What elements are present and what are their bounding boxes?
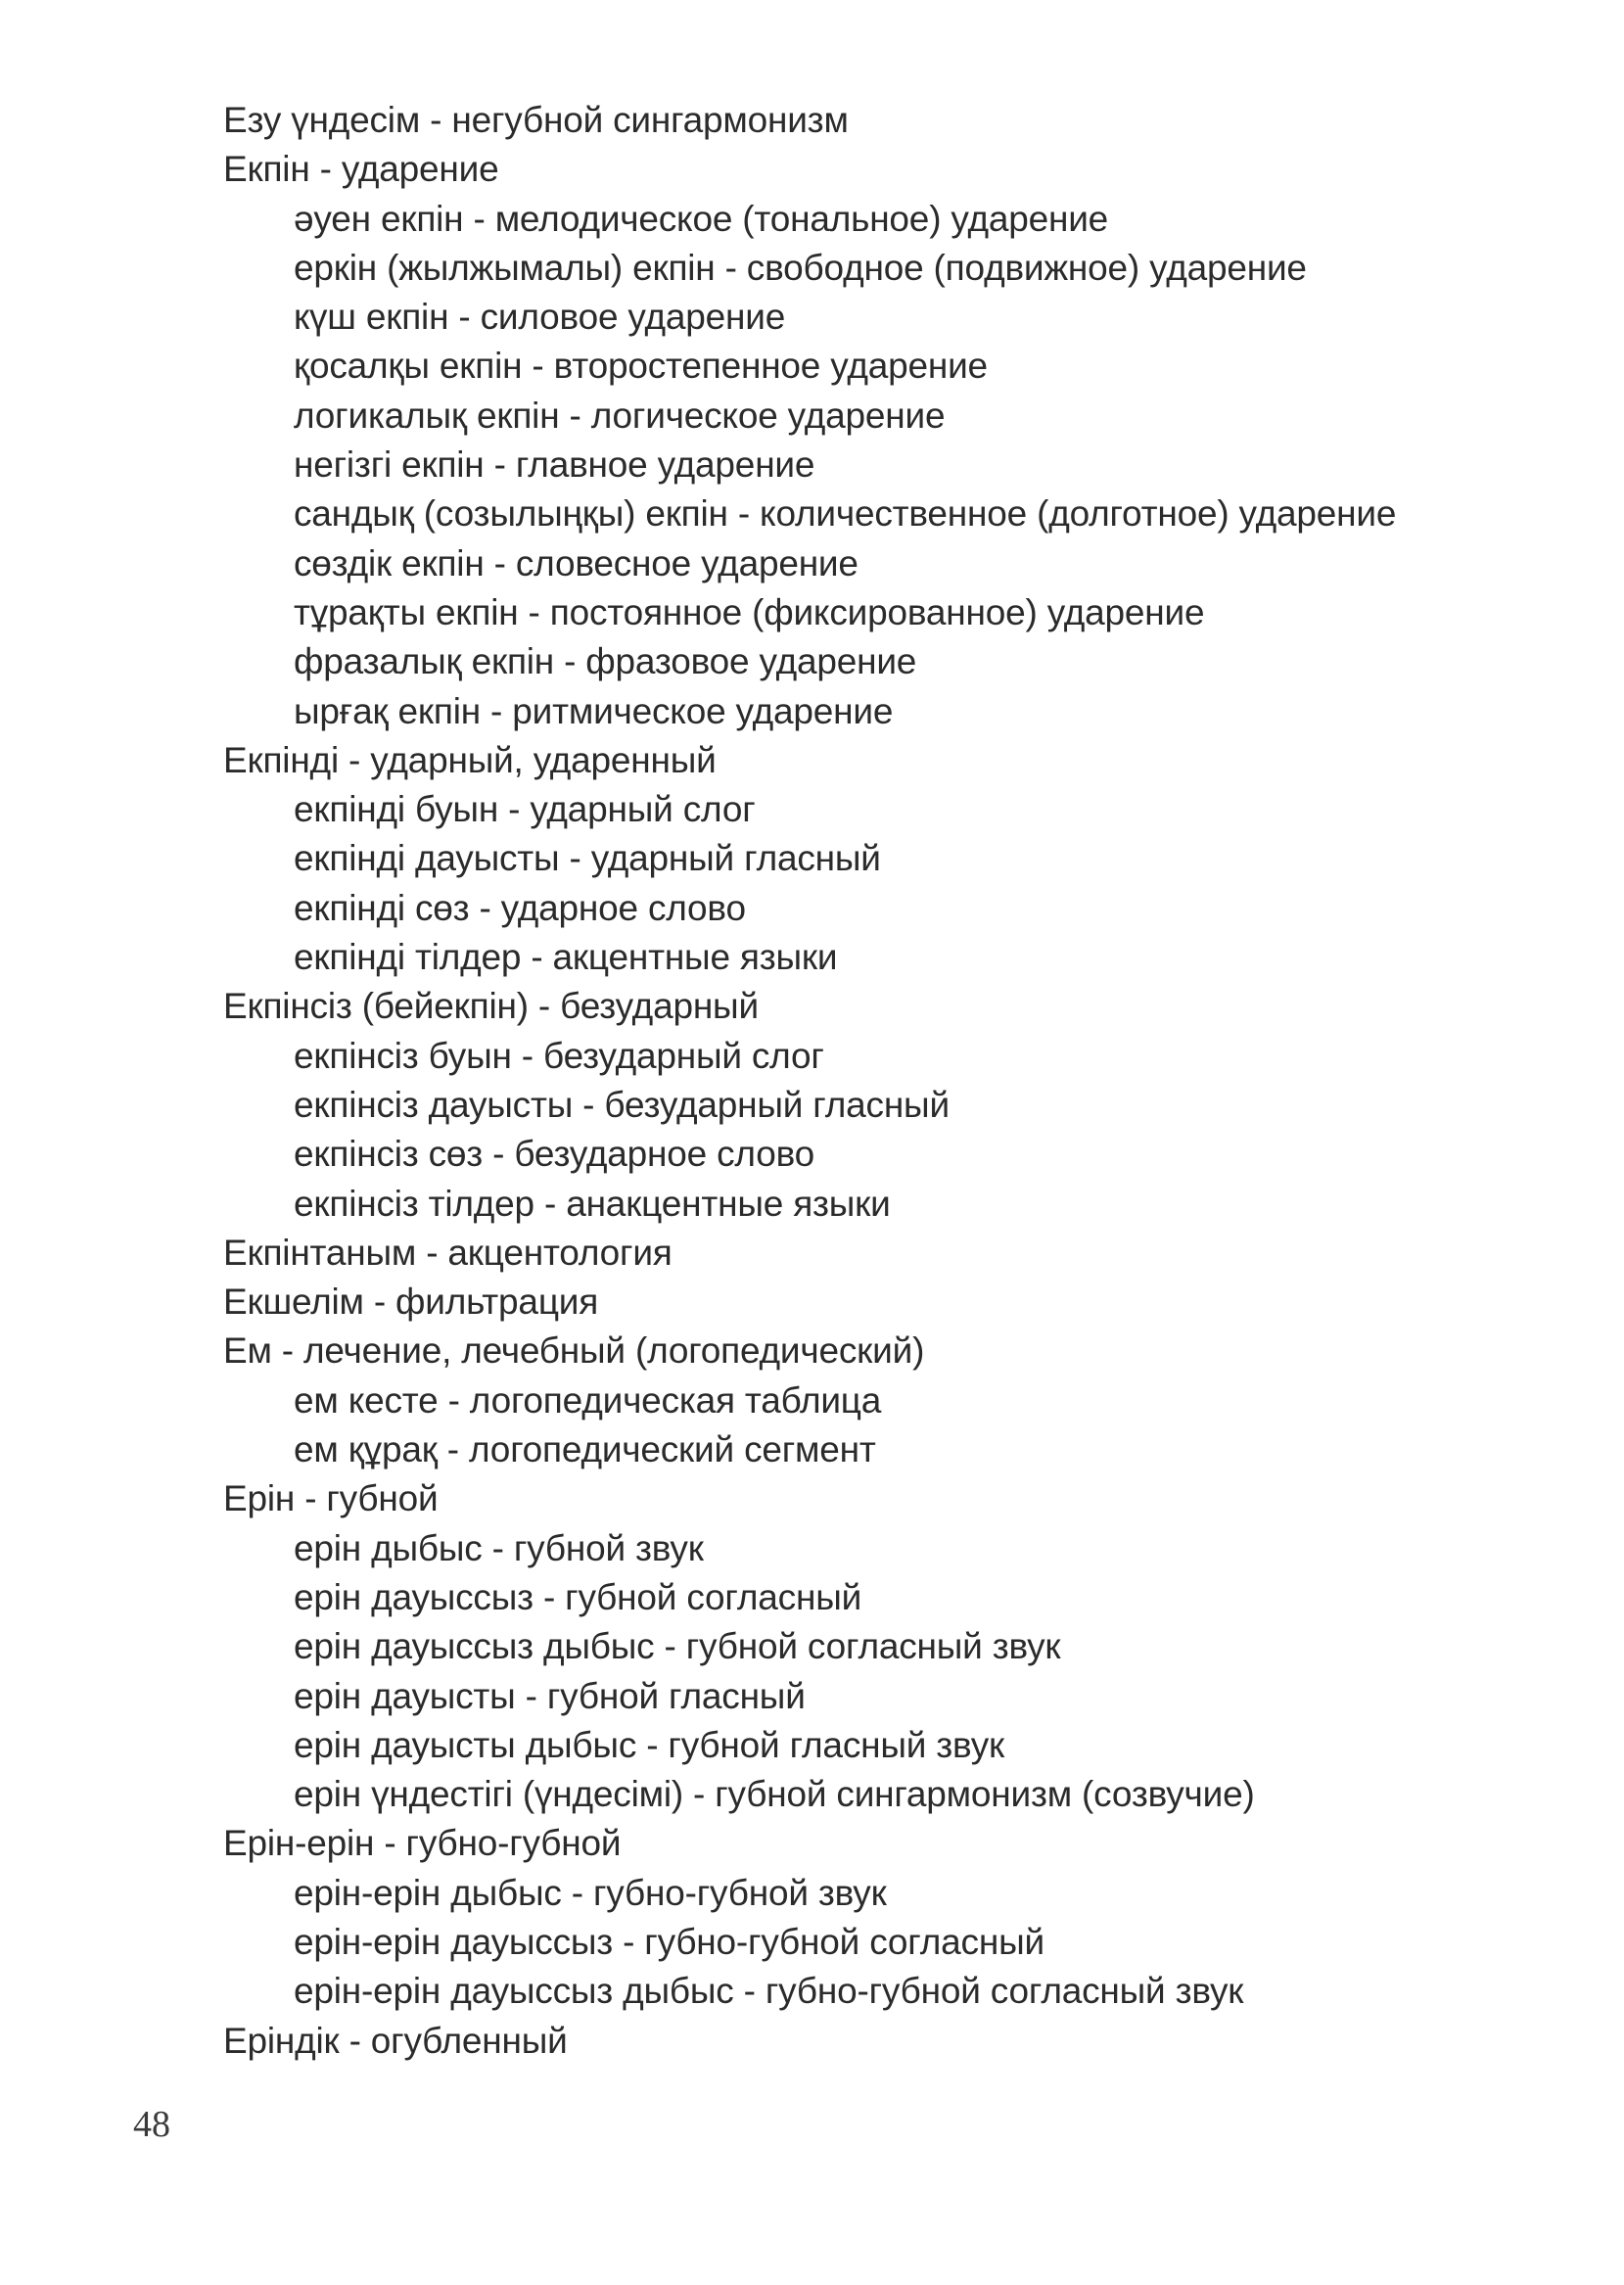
glossary-subentry: қосалқы екпін - второстепенное ударение xyxy=(294,346,988,387)
glossary-subentry: тұрақты екпін - постоянное (фиксированное) ударение xyxy=(294,591,1205,632)
glossary-entries xyxy=(0,96,1624,2066)
glossary-subentry: екпінді буын - ударный слог xyxy=(294,789,756,830)
glossary-subentry: логикалық екпін - логическое ударение xyxy=(294,395,946,436)
glossary-subentry: сандық (созылыңқы) екпін - количественное (долготное) ударение xyxy=(294,493,1397,535)
glossary-subentry: екпінді дауысты - ударный гласный xyxy=(294,838,881,879)
glossary-subentry: ерін дауысты дыбыс - губной гласный звук xyxy=(294,1724,1004,1765)
glossary-subentry: екпінсіз сөз - безударное слово xyxy=(294,1134,815,1175)
glossary-subentry: екпінсіз буын - безударный слог xyxy=(294,1035,824,1076)
glossary-subentry: ерін-ерін дауыссыз дыбыс - губно-губной согласный звук xyxy=(294,1971,1244,2012)
glossary-entry: Еріндік - огубленный xyxy=(223,2020,568,2061)
glossary-subentry: негізгі екпін - главное ударение xyxy=(294,444,815,486)
glossary-subentry: әуен екпін - мелодическое (тональное) ударение xyxy=(294,198,1109,239)
glossary-entry: Екпінтаным - акцентология xyxy=(223,1232,673,1273)
glossary-subentry: сөздік екпін - словесное ударение xyxy=(294,542,858,583)
glossary-subentry: ерін дауыссыз дыбыс - губной согласный звук xyxy=(294,1626,1061,1667)
glossary-subentry: екпінді сөз - ударное слово xyxy=(294,887,746,928)
glossary-subentry: ерін дауысты - губной гласный xyxy=(294,1675,806,1716)
glossary-subentry: күш екпін - силовое ударение xyxy=(294,297,786,338)
glossary-subentry: ем кесте - логопедическая таблица xyxy=(294,1379,882,1421)
glossary-entry: Ерін - губной xyxy=(223,1478,439,1519)
glossary-entry: Екшелім - фильтрация xyxy=(223,1282,599,1323)
glossary-entry: Ерін-ерін - губно-губной xyxy=(223,1823,622,1864)
glossary-entry: Ем - лечение, лечебный (логопедический) xyxy=(223,1330,925,1372)
glossary-subentry: еркін (жылжымалы) екпін - свободное (подвижное) ударение xyxy=(294,247,1307,288)
glossary-subentry: ырғақ екпін - ритмическое ударение xyxy=(294,690,894,731)
glossary-entry: Езу үндесім - негубной сингармонизм xyxy=(223,100,849,140)
glossary-subentry: ерін-ерін дыбыс - губно-губной звук xyxy=(294,1872,887,1913)
glossary-subentry: ерін-ерін дауыссыз - губно-губной согласный xyxy=(294,1921,1044,1962)
glossary-subentry: екпінсіз тілдер - анакцентные языки xyxy=(294,1183,891,1224)
glossary-subentry: ерін дыбыс - губной звук xyxy=(294,1527,704,1568)
glossary-subentry: ем құрақ - логопедический сегмент xyxy=(294,1429,876,1470)
glossary-subentry: екпінді тілдер - акцентные языки xyxy=(294,937,838,978)
glossary-subentry: ерін дауыссыз - губной согласный xyxy=(294,1576,862,1617)
glossary-subentry: екпінсіз дауысты - безударный гласный xyxy=(294,1084,950,1125)
glossary-entry: Екпін - ударение xyxy=(223,149,499,190)
glossary-entry: Екпінсіз (бейекпін) - безударный xyxy=(223,986,759,1027)
glossary-subentry: фразалық екпін - фразовое ударение xyxy=(294,641,917,682)
glossary-entry: Екпінді - ударный, ударенный xyxy=(223,739,717,780)
page-number: 48 xyxy=(133,2104,170,2145)
glossary-subentry: ерін үндестігі (үндесімі) - губной сингармонизм (созвучие) xyxy=(294,1774,1255,1815)
